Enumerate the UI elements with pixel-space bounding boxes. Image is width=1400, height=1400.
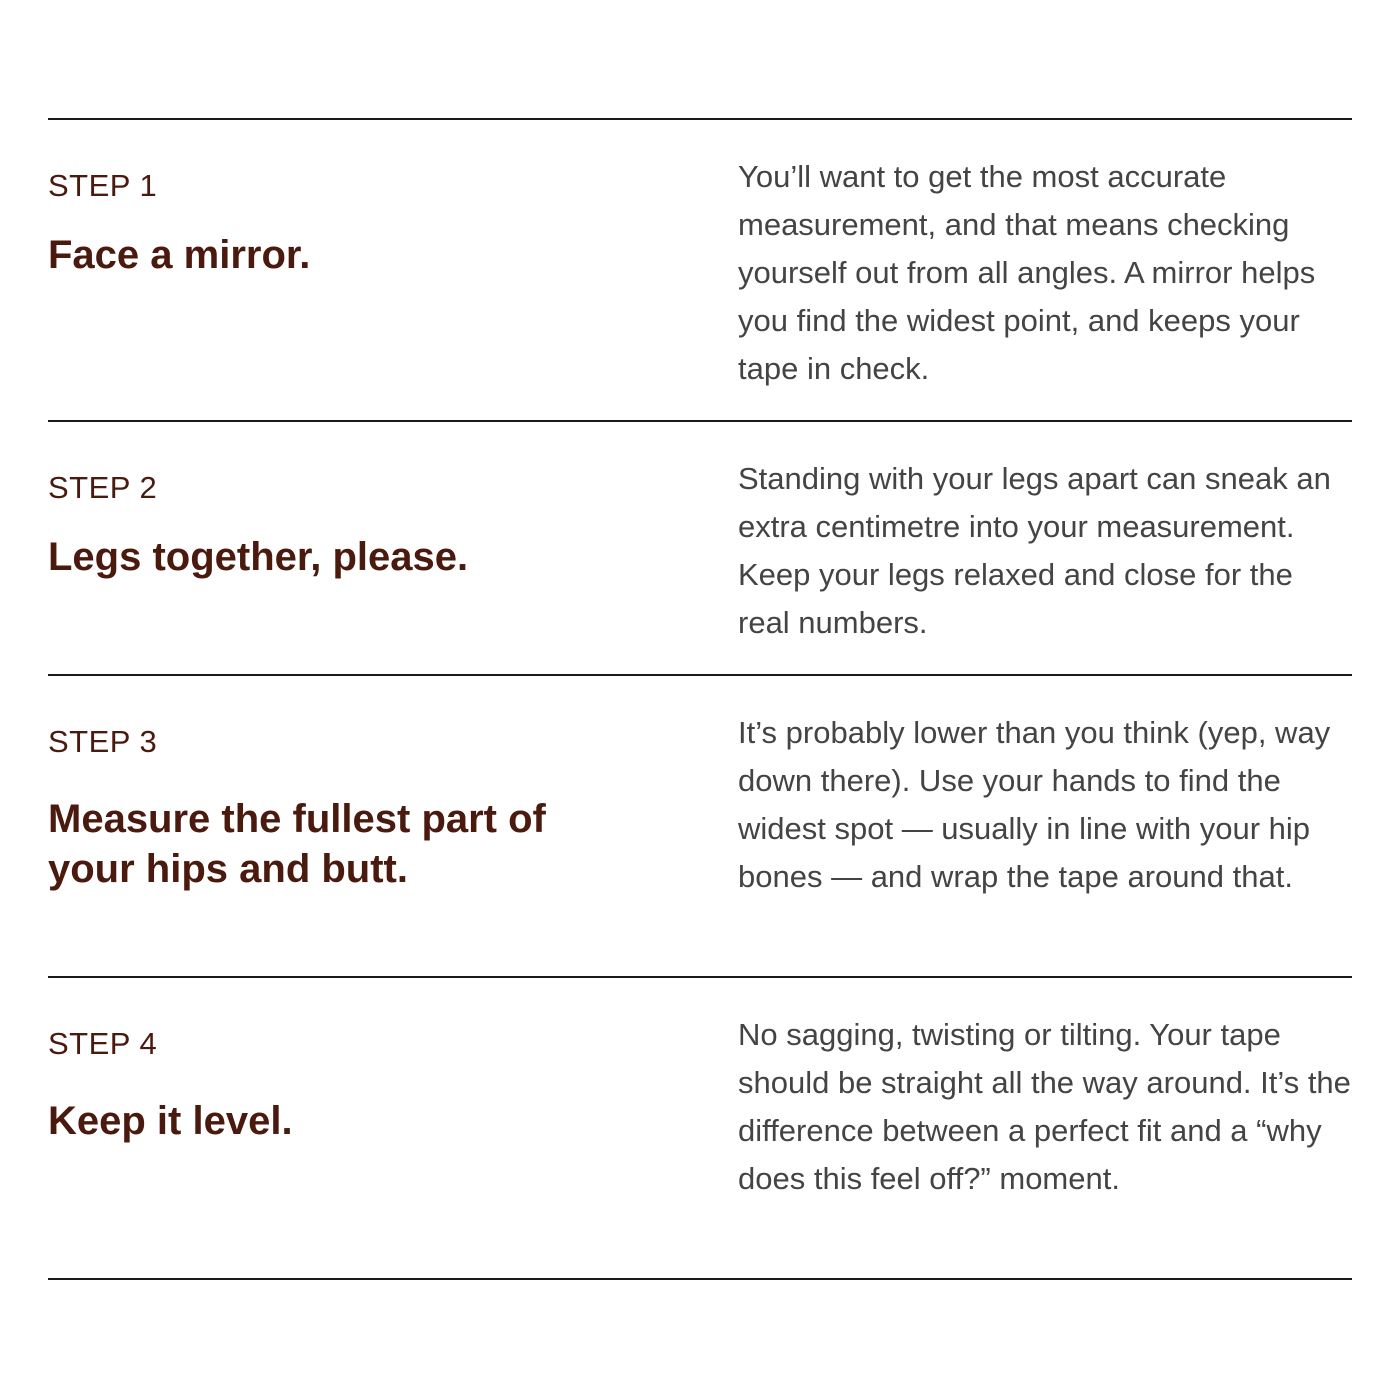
step-description: You’ll want to get the most accurate measurement, and that means checking yourself out from all angles. A mirror helps you find the widest point, and keeps your tape in check. (738, 159, 1316, 386)
step-description: No sagging, twisting or tilting. Your tape should be straight all the way around. It’s the difference between a perfect fit and a “why does this feel off?” moment. (738, 1017, 1351, 1196)
step-description: It’s probably lower than you think (yep, way down there). Use your hands to find the widest spot — usually in line with your hip bones — and wrap the tape around that. (738, 715, 1331, 894)
step-label: STEP 1 (48, 168, 158, 203)
step-title: Keep it level. (48, 1099, 293, 1143)
step-label: STEP 4 (48, 1026, 158, 1061)
step-row (48, 676, 1352, 978)
measurement-steps-list (48, 118, 1352, 1280)
step-description: Standing with your legs apart can sneak an extra centimetre into your measurement. Keep your legs relaxed and close for the real numbers. (738, 461, 1331, 640)
step-row (48, 422, 1352, 676)
step-title: Face a mirror. (48, 233, 311, 277)
step-label: STEP 2 (48, 470, 158, 505)
step-row (48, 978, 1352, 1280)
step-row (48, 120, 1352, 422)
step-title: Legs together, please. (48, 535, 469, 579)
step-title: Measure the fullest part of your hips and butt. (48, 797, 546, 891)
step-label: STEP 3 (48, 724, 158, 759)
